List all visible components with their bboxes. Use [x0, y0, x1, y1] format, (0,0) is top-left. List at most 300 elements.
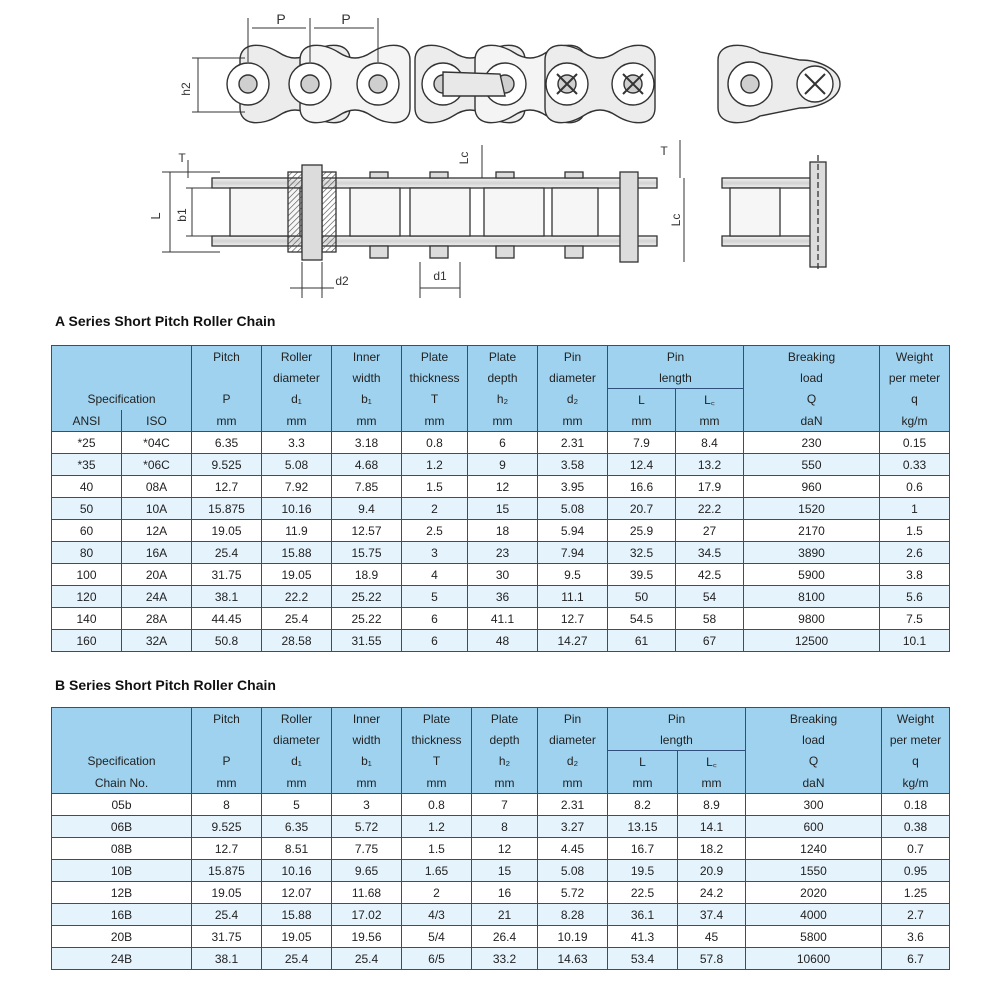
table-cell: 22.2	[262, 586, 332, 608]
th-plate-d-1: Plate	[468, 346, 538, 368]
table-cell: 9.525	[192, 816, 262, 838]
th-pin-length-2: length	[608, 367, 744, 389]
th-weight-2: per meter	[880, 367, 950, 389]
l-label: L	[148, 212, 163, 220]
b1-label: b1	[175, 208, 189, 222]
thb-pitch-1: Pitch	[192, 708, 262, 730]
th-weight-sym: q	[880, 389, 950, 411]
table-cell: 18.2	[678, 838, 746, 860]
table-cell: 2.7	[882, 904, 950, 926]
table-cell: 06B	[52, 816, 192, 838]
table-row	[52, 926, 950, 948]
table-cell: 9.525	[192, 454, 262, 476]
table-row	[52, 816, 950, 838]
table-cell: 12	[472, 838, 538, 860]
thb-break-1: Breaking	[746, 708, 882, 730]
table-cell: 16.6	[608, 476, 676, 498]
table-cell: 2.31	[538, 794, 608, 816]
th-pin-length-1: Pin	[608, 346, 744, 368]
table-cell: 120	[52, 586, 122, 608]
th-inner-unit: mm	[332, 410, 402, 432]
table-cell: 12A	[122, 520, 192, 542]
table-cell: 160	[52, 630, 122, 652]
th-plate-t-1: Plate	[402, 346, 468, 368]
table-cell: 57.8	[678, 948, 746, 970]
table-cell: 11.68	[332, 882, 402, 904]
table-cell: 0.8	[402, 794, 472, 816]
table-cell: 2.31	[538, 432, 608, 454]
th-l-unit: mm	[608, 410, 676, 432]
table-cell: 24.2	[678, 882, 746, 904]
table-cell: 44.45	[192, 608, 262, 630]
thb-pitch-unit: mm	[192, 772, 262, 794]
table-cell: 48	[468, 630, 538, 652]
table-cell: 8	[472, 816, 538, 838]
table-b-title: B Series Short Pitch Roller Chain	[55, 677, 276, 693]
th-pin-d-sym: d₂	[538, 389, 608, 411]
thb-l-unit: mm	[608, 772, 678, 794]
table-cell: 8.9	[678, 794, 746, 816]
table-cell: *35	[52, 454, 122, 476]
table-a-title: A Series Short Pitch Roller Chain	[55, 313, 276, 329]
table-cell: 28.58	[262, 630, 332, 652]
th-specification: Specification	[52, 389, 192, 411]
table-cell: 14.27	[538, 630, 608, 652]
lc-label-mid: Lc	[457, 151, 471, 165]
table-cell: 12.57	[332, 520, 402, 542]
table-row	[52, 794, 950, 816]
thb-plate-t-unit: mm	[402, 772, 472, 794]
table-cell: 3.18	[332, 432, 402, 454]
table-cell: 60	[52, 520, 122, 542]
table-cell: 15.875	[192, 498, 262, 520]
thb-weight-1: Weight	[882, 708, 950, 730]
table-row	[52, 860, 950, 882]
thb-inner-2: width	[332, 729, 402, 751]
table-cell: 1.5	[402, 476, 468, 498]
table-cell: 1240	[746, 838, 882, 860]
table-row	[52, 432, 950, 454]
table-a-series	[51, 345, 950, 652]
th-pitch-1: Pitch	[192, 346, 262, 368]
table-cell: 8.28	[538, 904, 608, 926]
table-cell: 50	[608, 586, 676, 608]
table-cell: 10A	[122, 498, 192, 520]
table-cell: 39.5	[608, 564, 676, 586]
table-cell: 3.8	[880, 564, 950, 586]
table-cell: 31.75	[192, 564, 262, 586]
thb-inner-1: Inner	[332, 708, 402, 730]
table-cell: 0.95	[882, 860, 950, 882]
table-cell: 11.9	[262, 520, 332, 542]
table-row	[52, 498, 950, 520]
table-cell: 34.5	[676, 542, 744, 564]
thb-break-unit: daN	[746, 772, 882, 794]
table-cell: 20B	[52, 926, 192, 948]
table-cell: 0.7	[882, 838, 950, 860]
d2-label: d2	[335, 274, 349, 288]
table-cell: 50.8	[192, 630, 262, 652]
thb-roller-2: diameter	[262, 729, 332, 751]
table-cell: 2	[402, 882, 472, 904]
t-label-right: T	[660, 144, 668, 158]
table-cell: 38.1	[192, 586, 262, 608]
table-cell: 5/4	[402, 926, 472, 948]
table-cell: 20.7	[608, 498, 676, 520]
table-cell: 2.5	[402, 520, 468, 542]
th-pin-d-unit: mm	[538, 410, 608, 432]
table-cell: 25.4	[192, 904, 262, 926]
thb-pin-length-1: Pin	[608, 708, 746, 730]
table-cell: 2	[402, 498, 468, 520]
table-cell: 19.56	[332, 926, 402, 948]
thb-pin-d-2: diameter	[538, 729, 608, 751]
table-cell: 0.6	[880, 476, 950, 498]
d1-label: d1	[433, 269, 447, 283]
table-cell: 32A	[122, 630, 192, 652]
thb-weight-unit: kg/m	[882, 772, 950, 794]
table-cell: 23	[468, 542, 538, 564]
table-cell: 5.6	[880, 586, 950, 608]
table-cell: 33.2	[472, 948, 538, 970]
table-cell: 25.4	[192, 542, 262, 564]
table-cell: 3.95	[538, 476, 608, 498]
th-plate-d-unit: mm	[468, 410, 538, 432]
th-roller-unit: mm	[262, 410, 332, 432]
table-cell: 15	[472, 860, 538, 882]
table-cell: 20A	[122, 564, 192, 586]
table-cell: 9	[468, 454, 538, 476]
table-row	[52, 630, 950, 652]
table-cell: 1.5	[402, 838, 472, 860]
table-cell: 7.75	[332, 838, 402, 860]
th-break-unit: daN	[744, 410, 880, 432]
table-cell: 0.33	[880, 454, 950, 476]
table-cell: 10B	[52, 860, 192, 882]
thb-roller-1: Roller	[262, 708, 332, 730]
thb-l-sym: L	[608, 751, 678, 773]
th-break-sym: Q	[744, 389, 880, 411]
table-b-series	[51, 707, 950, 970]
table-cell: 54.5	[608, 608, 676, 630]
table-cell: 24A	[122, 586, 192, 608]
th-iso: ISO	[122, 410, 192, 432]
table-cell: 9.5	[538, 564, 608, 586]
table-cell: 9800	[744, 608, 880, 630]
th-pitch-sym: P	[192, 389, 262, 411]
table-cell: 3	[332, 794, 402, 816]
table-cell: 3.3	[262, 432, 332, 454]
pitch-label-1: P	[276, 11, 286, 27]
table-cell: 140	[52, 608, 122, 630]
table-cell: 960	[744, 476, 880, 498]
table-row	[52, 838, 950, 860]
thb-plate-d-sym: h₂	[472, 751, 538, 773]
table-cell: 22.5	[608, 882, 678, 904]
table-cell: 53.4	[608, 948, 678, 970]
table-cell: 7.5	[880, 608, 950, 630]
th-plate-d-sym: h₂	[468, 389, 538, 411]
table-cell: 41.3	[608, 926, 678, 948]
table-cell: 40	[52, 476, 122, 498]
th-roller-1: Roller	[262, 346, 332, 368]
th-plate-t-unit: mm	[402, 410, 468, 432]
table-cell: 230	[744, 432, 880, 454]
table-cell: 3890	[744, 542, 880, 564]
table-cell: 14.1	[678, 816, 746, 838]
table-cell: 10.19	[538, 926, 608, 948]
table-cell: 19.5	[608, 860, 678, 882]
thb-weight-2: per meter	[882, 729, 950, 751]
chain-end-plan-view	[722, 155, 826, 272]
table-cell: 16	[472, 882, 538, 904]
thb-break-sym: Q	[746, 751, 882, 773]
table-cell: 7.94	[538, 542, 608, 564]
table-cell: 2020	[746, 882, 882, 904]
th-inner-2: width	[332, 367, 402, 389]
table-cell: 5.08	[538, 498, 608, 520]
table-cell: 3.6	[882, 926, 950, 948]
thb-plate-d-2: depth	[472, 729, 538, 751]
table-cell: 6/5	[402, 948, 472, 970]
table-cell: 19.05	[192, 882, 262, 904]
table-row	[52, 882, 950, 904]
table-cell: 19.05	[262, 926, 332, 948]
table-cell: 16.7	[608, 838, 678, 860]
table-cell: 36	[468, 586, 538, 608]
table-cell: *06C	[122, 454, 192, 476]
table-row	[52, 520, 950, 542]
chain-plan-view	[212, 165, 657, 262]
table-cell: 12.7	[192, 838, 262, 860]
th-weight-1: Weight	[880, 346, 950, 368]
thb-lc-sym: L꜀	[678, 751, 746, 773]
table-cell: 45	[678, 926, 746, 948]
table-cell: 5.08	[262, 454, 332, 476]
chain-end-side-view	[718, 45, 840, 122]
table-cell: 15.88	[262, 542, 332, 564]
table-cell: 12	[468, 476, 538, 498]
th-pitch-unit: mm	[192, 410, 262, 432]
table-cell: 12.7	[192, 476, 262, 498]
table-cell: 1520	[744, 498, 880, 520]
table-cell: 1.2	[402, 816, 472, 838]
table-cell: 6.35	[262, 816, 332, 838]
table-cell: 08B	[52, 838, 192, 860]
table-cell: 28A	[122, 608, 192, 630]
table-cell: 1.2	[402, 454, 468, 476]
table-cell: 9.4	[332, 498, 402, 520]
table-cell: 5.08	[538, 860, 608, 882]
table-cell: 5	[402, 586, 468, 608]
h2-label: h2	[179, 82, 193, 96]
th-roller-2: diameter	[262, 367, 332, 389]
table-row	[52, 948, 950, 970]
lc-label-right: Lc	[669, 213, 683, 227]
table-row	[52, 608, 950, 630]
roller-chain-diagram	[0, 0, 1000, 305]
th-ansi: ANSI	[52, 410, 122, 432]
thb-plate-t-sym: T	[402, 751, 472, 773]
table-cell: 2170	[744, 520, 880, 542]
t-label-left: T	[178, 151, 186, 165]
table-cell: 1.5	[880, 520, 950, 542]
table-cell: 3.27	[538, 816, 608, 838]
thb-roller-sym: d₁	[262, 751, 332, 773]
pitch-label-2: P	[341, 11, 351, 27]
table-cell: 14.63	[538, 948, 608, 970]
table-cell: 12500	[744, 630, 880, 652]
table-cell: 12B	[52, 882, 192, 904]
table-cell: 21	[472, 904, 538, 926]
th-break-1: Breaking	[744, 346, 880, 368]
table-cell: 1	[880, 498, 950, 520]
table-cell: 9.65	[332, 860, 402, 882]
table-cell: 10.16	[262, 498, 332, 520]
table-cell: 54	[676, 586, 744, 608]
table-cell: 58	[676, 608, 744, 630]
table-row	[52, 476, 950, 498]
th-break-2: load	[744, 367, 880, 389]
thb-specification: Specification	[52, 751, 192, 773]
th-roller-sym: d₁	[262, 389, 332, 411]
thb-plate-t-2: thickness	[402, 729, 472, 751]
table-cell: 15.75	[332, 542, 402, 564]
table-cell: 36.1	[608, 904, 678, 926]
table-cell: 50	[52, 498, 122, 520]
table-cell: 17.9	[676, 476, 744, 498]
table-cell: 4	[402, 564, 468, 586]
table-row	[52, 564, 950, 586]
table-cell: 25.22	[332, 608, 402, 630]
table-cell: 30	[468, 564, 538, 586]
table-cell: 31.55	[332, 630, 402, 652]
table-cell: 25.4	[262, 608, 332, 630]
table-cell: 26.4	[472, 926, 538, 948]
table-cell: 7.92	[262, 476, 332, 498]
table-cell: 16B	[52, 904, 192, 926]
table-cell: 8.4	[676, 432, 744, 454]
table-cell: 13.15	[608, 816, 678, 838]
table-cell: 25.22	[332, 586, 402, 608]
table-cell: 7.9	[608, 432, 676, 454]
thb-inner-sym: b₁	[332, 751, 402, 773]
table-cell: 37.4	[678, 904, 746, 926]
table-cell: 8.51	[262, 838, 332, 860]
table-row	[52, 542, 950, 564]
table-cell: 0.38	[882, 816, 950, 838]
th-inner-sym: b₁	[332, 389, 402, 411]
table-cell: 15	[468, 498, 538, 520]
th-pin-d-2: diameter	[538, 367, 608, 389]
th-weight-unit: kg/m	[880, 410, 950, 432]
th-pin-d-1: Pin	[538, 346, 608, 368]
thb-lc-unit: mm	[678, 772, 746, 794]
thb-chain-no: Chain No.	[52, 772, 192, 794]
thb-pin-d-1: Pin	[538, 708, 608, 730]
table-cell: 31.75	[192, 926, 262, 948]
table-cell: 5.72	[332, 816, 402, 838]
table-cell: 4000	[746, 904, 882, 926]
table-cell: 6	[402, 630, 468, 652]
thb-pin-d-sym: d₂	[538, 751, 608, 773]
table-cell: 18.9	[332, 564, 402, 586]
table-cell: 16A	[122, 542, 192, 564]
table-cell: 05b	[52, 794, 192, 816]
table-cell: 8	[192, 794, 262, 816]
table-cell: 38.1	[192, 948, 262, 970]
thb-inner-unit: mm	[332, 772, 402, 794]
table-cell: *25	[52, 432, 122, 454]
table-cell: 17.02	[332, 904, 402, 926]
table-cell: 5.94	[538, 520, 608, 542]
table-cell: 12.4	[608, 454, 676, 476]
thb-pin-length-2: length	[608, 729, 746, 751]
table-cell: *04C	[122, 432, 192, 454]
table-cell: 22.2	[676, 498, 744, 520]
table-cell: 8.2	[608, 794, 678, 816]
table-cell: 5800	[746, 926, 882, 948]
table-cell: 10.16	[262, 860, 332, 882]
thb-plate-t-1: Plate	[402, 708, 472, 730]
thb-break-2: load	[746, 729, 882, 751]
table-cell: 600	[746, 816, 882, 838]
table-cell: 550	[744, 454, 880, 476]
table-cell: 12.07	[262, 882, 332, 904]
table-cell: 24B	[52, 948, 192, 970]
table-cell: 4.45	[538, 838, 608, 860]
th-plate-d-2: depth	[468, 367, 538, 389]
table-cell: 4.68	[332, 454, 402, 476]
table-cell: 6	[468, 432, 538, 454]
table-cell: 7.85	[332, 476, 402, 498]
table-cell: 6	[402, 608, 468, 630]
table-cell: 27	[676, 520, 744, 542]
thb-roller-unit: mm	[262, 772, 332, 794]
table-cell: 10.1	[880, 630, 950, 652]
th-inner-1: Inner	[332, 346, 402, 368]
table-cell: 25.9	[608, 520, 676, 542]
table-cell: 5.72	[538, 882, 608, 904]
th-plate-t-2: thickness	[402, 367, 468, 389]
table-cell: 6.35	[192, 432, 262, 454]
table-cell: 61	[608, 630, 676, 652]
table-cell: 41.1	[468, 608, 538, 630]
table-cell: 1550	[746, 860, 882, 882]
thb-pin-d-unit: mm	[538, 772, 608, 794]
th-lc-sym: L꜀	[676, 389, 744, 411]
thb-pitch-sym: P	[192, 751, 262, 773]
table-cell: 19.05	[262, 564, 332, 586]
th-plate-t-sym: T	[402, 389, 468, 411]
table-cell: 08A	[122, 476, 192, 498]
thb-plate-d-unit: mm	[472, 772, 538, 794]
table-cell: 32.5	[608, 542, 676, 564]
table-cell: 1.65	[402, 860, 472, 882]
thb-weight-sym: q	[882, 751, 950, 773]
table-cell: 19.05	[192, 520, 262, 542]
table-row	[52, 586, 950, 608]
table-cell: 5900	[744, 564, 880, 586]
table-cell: 0.15	[880, 432, 950, 454]
table-cell: 18	[468, 520, 538, 542]
table-cell: 10600	[746, 948, 882, 970]
chain-side-view	[227, 45, 655, 122]
table-row	[52, 454, 950, 476]
table-cell: 2.6	[880, 542, 950, 564]
table-cell: 11.1	[538, 586, 608, 608]
th-lc-unit: mm	[676, 410, 744, 432]
